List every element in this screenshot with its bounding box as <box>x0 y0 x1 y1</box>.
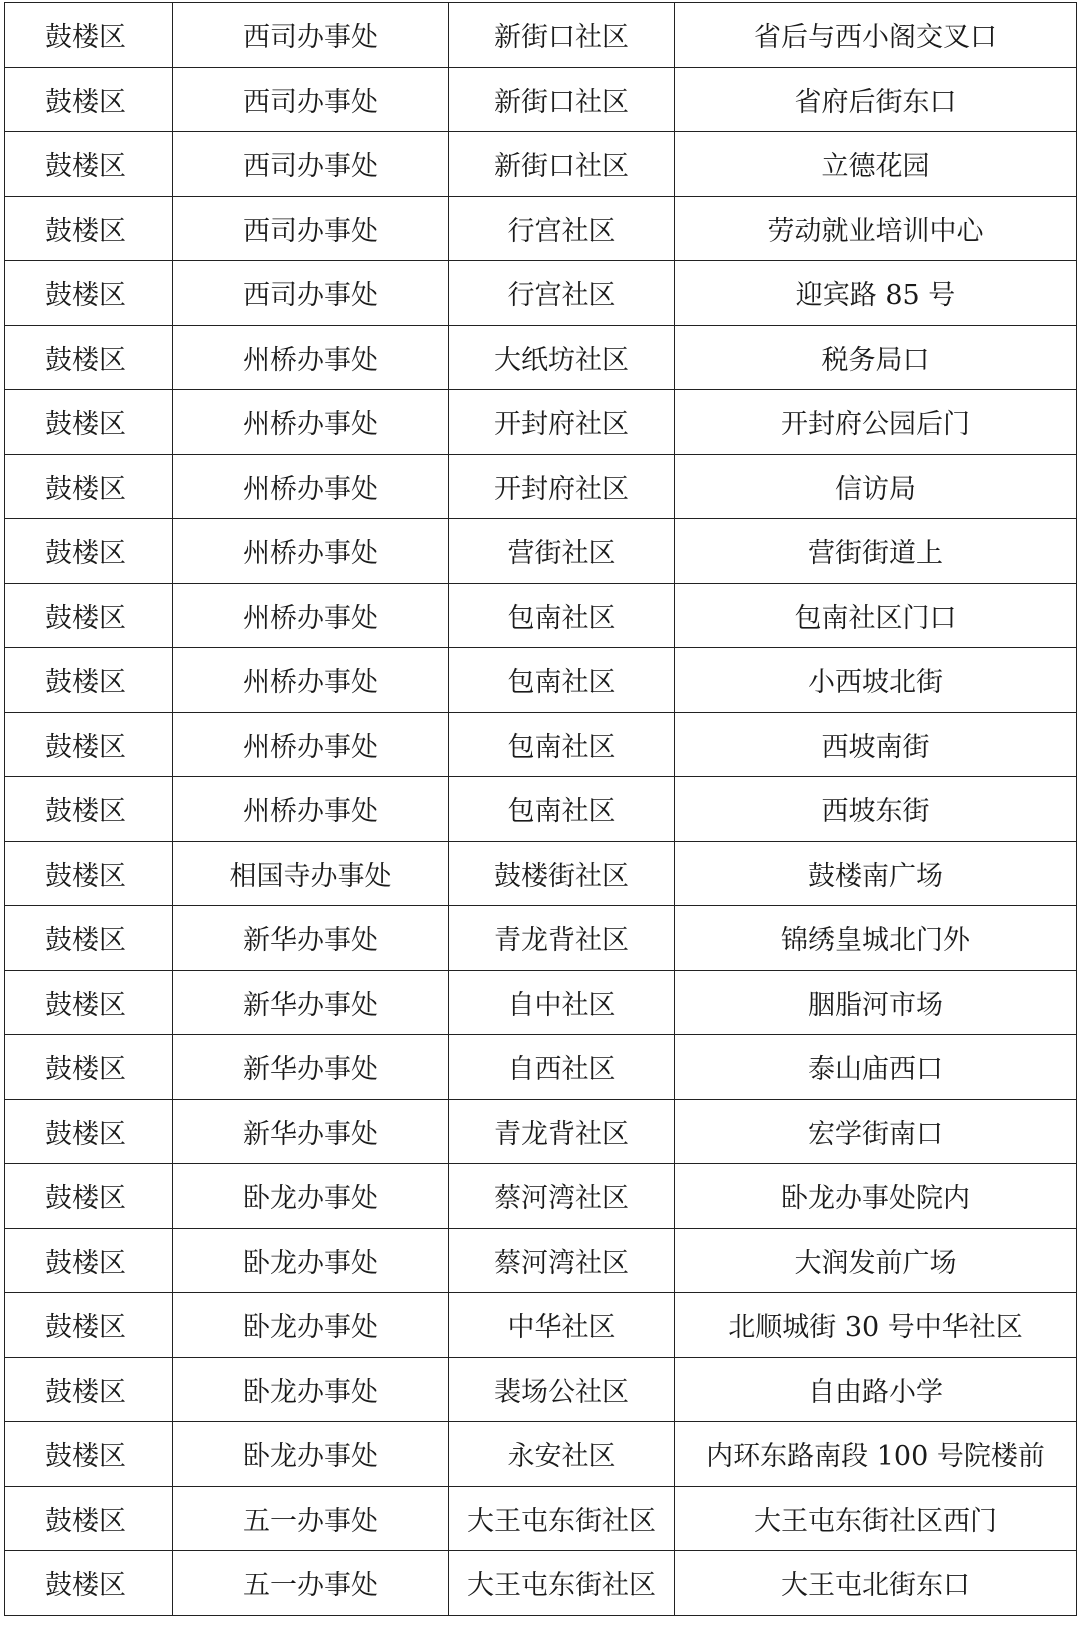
district-cell: 鼓楼区 <box>5 261 173 326</box>
community-cell: 开封府社区 <box>449 390 675 455</box>
office-cell: 州桥办事处 <box>173 519 449 584</box>
district-cell: 鼓楼区 <box>5 906 173 971</box>
district-cell: 鼓楼区 <box>5 583 173 648</box>
district-cell: 鼓楼区 <box>5 1551 173 1616</box>
community-cell: 自中社区 <box>449 970 675 1035</box>
community-cell: 鼓楼街社区 <box>449 841 675 906</box>
community-cell: 新街口社区 <box>449 3 675 68</box>
table-row <box>5 1035 1077 1100</box>
district-cell: 鼓楼区 <box>5 712 173 777</box>
office-cell: 相国寺办事处 <box>173 841 449 906</box>
table-row <box>5 712 1077 777</box>
office-cell: 西司办事处 <box>173 3 449 68</box>
office-cell: 新华办事处 <box>173 906 449 971</box>
table-row <box>5 648 1077 713</box>
location-cell: 西坡东街 <box>675 777 1077 842</box>
office-cell: 新华办事处 <box>173 1035 449 1100</box>
district-cell: 鼓楼区 <box>5 1099 173 1164</box>
location-cell: 宏学街南口 <box>675 1099 1077 1164</box>
office-cell: 卧龙办事处 <box>173 1422 449 1487</box>
district-cell: 鼓楼区 <box>5 777 173 842</box>
office-cell: 西司办事处 <box>173 132 449 197</box>
table-row <box>5 454 1077 519</box>
community-cell: 新街口社区 <box>449 132 675 197</box>
table-row <box>5 519 1077 584</box>
district-cell: 鼓楼区 <box>5 67 173 132</box>
community-cell: 开封府社区 <box>449 454 675 519</box>
office-cell: 州桥办事处 <box>173 648 449 713</box>
community-cell: 包南社区 <box>449 583 675 648</box>
office-cell: 五一办事处 <box>173 1486 449 1551</box>
district-cell: 鼓楼区 <box>5 519 173 584</box>
location-cell: 省府后街东口 <box>675 67 1077 132</box>
location-table-container <box>4 2 1076 1616</box>
table-row <box>5 970 1077 1035</box>
table-row <box>5 1099 1077 1164</box>
community-cell: 包南社区 <box>449 777 675 842</box>
community-cell: 包南社区 <box>449 648 675 713</box>
community-cell: 行宫社区 <box>449 196 675 261</box>
district-cell: 鼓楼区 <box>5 454 173 519</box>
location-cell: 立德花园 <box>675 132 1077 197</box>
location-cell: 包南社区门口 <box>675 583 1077 648</box>
district-cell: 鼓楼区 <box>5 132 173 197</box>
district-cell: 鼓楼区 <box>5 841 173 906</box>
office-cell: 州桥办事处 <box>173 390 449 455</box>
location-cell: 信访局 <box>675 454 1077 519</box>
location-cell: 卧龙办事处院内 <box>675 1164 1077 1229</box>
table-row <box>5 3 1077 68</box>
office-cell: 新华办事处 <box>173 970 449 1035</box>
location-cell: 大王屯北街东口 <box>675 1551 1077 1616</box>
district-cell: 鼓楼区 <box>5 1357 173 1422</box>
table-row <box>5 1228 1077 1293</box>
office-cell: 五一办事处 <box>173 1551 449 1616</box>
district-cell: 鼓楼区 <box>5 1228 173 1293</box>
table-row <box>5 1551 1077 1616</box>
community-cell: 大王屯东街社区 <box>449 1551 675 1616</box>
office-cell: 西司办事处 <box>173 261 449 326</box>
office-cell: 新华办事处 <box>173 1099 449 1164</box>
location-cell: 大王屯东街社区西门 <box>675 1486 1077 1551</box>
office-cell: 西司办事处 <box>173 196 449 261</box>
community-cell: 青龙背社区 <box>449 1099 675 1164</box>
office-cell: 西司办事处 <box>173 67 449 132</box>
community-cell: 永安社区 <box>449 1422 675 1487</box>
location-cell: 小西坡北街 <box>675 648 1077 713</box>
table-row <box>5 841 1077 906</box>
district-cell: 鼓楼区 <box>5 1164 173 1229</box>
table-row <box>5 390 1077 455</box>
office-cell: 州桥办事处 <box>173 777 449 842</box>
community-cell: 青龙背社区 <box>449 906 675 971</box>
location-cell: 税务局口 <box>675 325 1077 390</box>
community-cell: 自西社区 <box>449 1035 675 1100</box>
table-row <box>5 1422 1077 1487</box>
location-cell: 锦绣皇城北门外 <box>675 906 1077 971</box>
district-cell: 鼓楼区 <box>5 325 173 390</box>
office-cell: 卧龙办事处 <box>173 1164 449 1229</box>
community-cell: 大纸坊社区 <box>449 325 675 390</box>
district-cell: 鼓楼区 <box>5 3 173 68</box>
location-cell: 劳动就业培训中心 <box>675 196 1077 261</box>
office-cell: 卧龙办事处 <box>173 1357 449 1422</box>
district-cell: 鼓楼区 <box>5 1293 173 1358</box>
community-cell: 裴场公社区 <box>449 1357 675 1422</box>
table-row <box>5 1357 1077 1422</box>
location-cell: 省后与西小阁交叉口 <box>675 3 1077 68</box>
office-cell: 州桥办事处 <box>173 583 449 648</box>
office-cell: 州桥办事处 <box>173 454 449 519</box>
location-cell: 鼓楼南广场 <box>675 841 1077 906</box>
location-cell: 迎宾路 85 号 <box>675 261 1077 326</box>
district-cell: 鼓楼区 <box>5 970 173 1035</box>
location-cell: 西坡南街 <box>675 712 1077 777</box>
office-cell: 卧龙办事处 <box>173 1228 449 1293</box>
community-cell: 蔡河湾社区 <box>449 1228 675 1293</box>
district-cell: 鼓楼区 <box>5 1035 173 1100</box>
community-cell: 包南社区 <box>449 712 675 777</box>
table-row <box>5 325 1077 390</box>
location-cell: 胭脂河市场 <box>675 970 1077 1035</box>
location-cell: 内环东路南段 100 号院楼前 <box>675 1422 1077 1487</box>
district-cell: 鼓楼区 <box>5 1486 173 1551</box>
office-cell: 卧龙办事处 <box>173 1293 449 1358</box>
location-cell: 北顺城街 30 号中华社区 <box>675 1293 1077 1358</box>
location-table <box>4 2 1077 1616</box>
community-cell: 营街社区 <box>449 519 675 584</box>
table-row <box>5 1486 1077 1551</box>
community-cell: 行宫社区 <box>449 261 675 326</box>
table-row <box>5 67 1077 132</box>
location-cell: 营街街道上 <box>675 519 1077 584</box>
table-row <box>5 1293 1077 1358</box>
district-cell: 鼓楼区 <box>5 1422 173 1487</box>
table-row <box>5 906 1077 971</box>
location-cell: 开封府公园后门 <box>675 390 1077 455</box>
community-cell: 中华社区 <box>449 1293 675 1358</box>
table-row <box>5 196 1077 261</box>
office-cell: 州桥办事处 <box>173 325 449 390</box>
location-cell: 泰山庙西口 <box>675 1035 1077 1100</box>
district-cell: 鼓楼区 <box>5 390 173 455</box>
table-row <box>5 132 1077 197</box>
community-cell: 蔡河湾社区 <box>449 1164 675 1229</box>
table-row <box>5 261 1077 326</box>
community-cell: 新街口社区 <box>449 67 675 132</box>
table-row <box>5 1164 1077 1229</box>
office-cell: 州桥办事处 <box>173 712 449 777</box>
table-body <box>5 3 1077 1616</box>
location-cell: 大润发前广场 <box>675 1228 1077 1293</box>
district-cell: 鼓楼区 <box>5 196 173 261</box>
location-cell: 自由路小学 <box>675 1357 1077 1422</box>
table-row <box>5 777 1077 842</box>
district-cell: 鼓楼区 <box>5 648 173 713</box>
table-row <box>5 583 1077 648</box>
community-cell: 大王屯东街社区 <box>449 1486 675 1551</box>
